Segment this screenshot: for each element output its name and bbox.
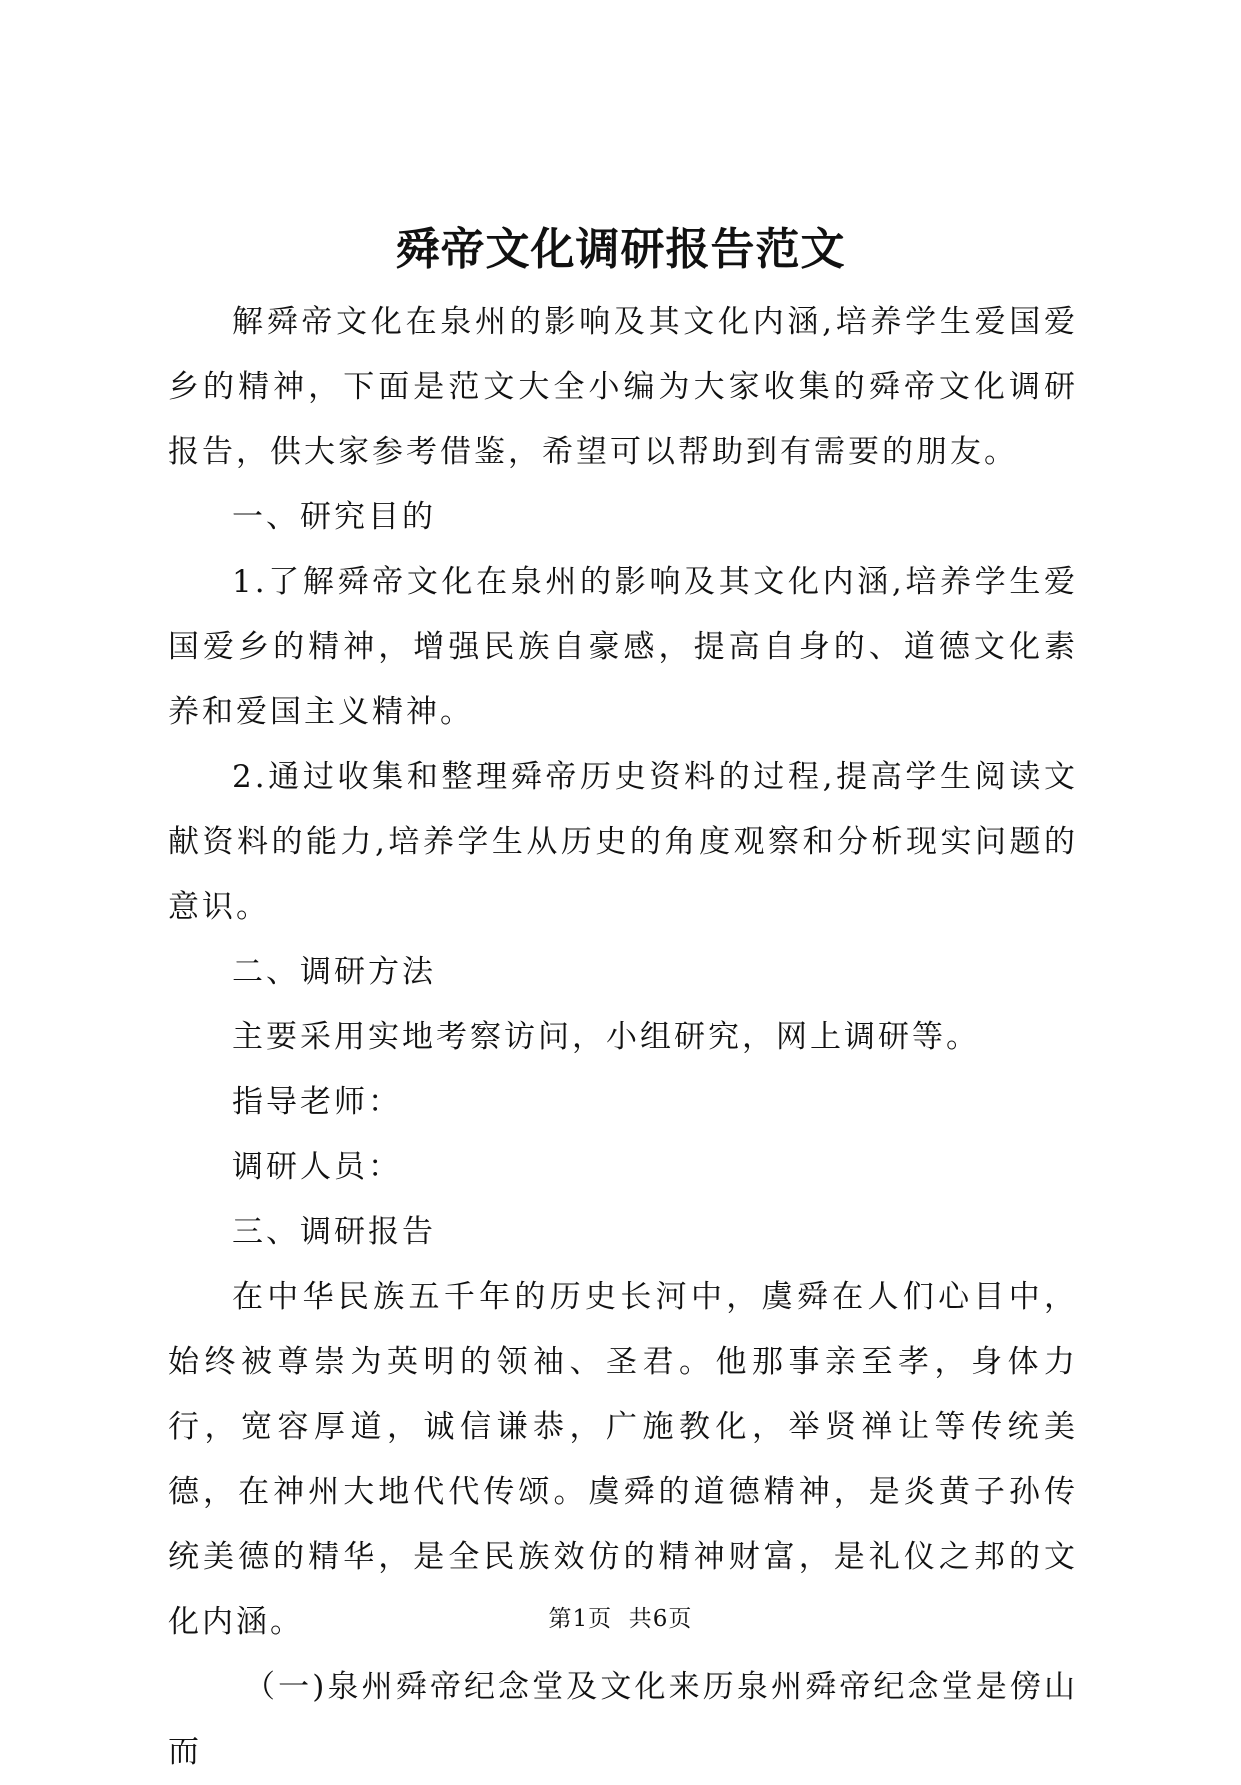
researchers-line: 调研人员： (232, 1149, 402, 1185)
document-body (168, 290, 1078, 1785)
subsection-paragraph: （一)泉州舜帝纪念堂及文化来历泉州舜帝纪念堂是傍山而 (168, 1669, 1078, 1770)
advisor-line: 指导老师： (232, 1084, 402, 1120)
section-heading-method: 二、调研方法 (232, 954, 436, 990)
section-heading-purpose: 一、研究目的 (232, 499, 436, 535)
page-footer (0, 1604, 1241, 1634)
purpose-item-1: 1.了解舜帝文化在泉州的影响及其文化内涵,培养学生爱国爱乡的精神，增强民族自豪感，提高自身的、道德文化素养和爱国主义精神。 (168, 564, 1078, 730)
purpose-item-2: 2.通过收集和整理舜帝历史资料的过程,提高学生阅读文献资料的能力,培养学生从历史的角度观察和分析现实问题的意识。 (168, 759, 1078, 925)
method-paragraph: 主要采用实地考察访问，小组研究，网上调研等。 (232, 1019, 980, 1055)
intro-paragraph: 解舜帝文化在泉州的影响及其文化内涵,培养学生爱国爱乡的精神，下面是范文大全小编为大家收集的舜帝文化调研报告，供大家参考借鉴，希望可以帮助到有需要的朋友。 (168, 304, 1078, 470)
report-paragraph: 在中华民族五千年的历史长河中，虞舜在人们心目中，始终被尊崇为英明的领袖、圣君。他那事亲至孝，身体力行，宽容厚道，诚信谦恭，广施教化，举贤禅让等传统美德，在神州大地代代传颂。虞舜的道德精神，是炎黄子孙传统美德的精华，是全民族效仿的精神财富，是礼仪之邦的文化内涵。 (168, 1279, 1078, 1640)
document-title: 舜帝文化调研报告范文 (395, 224, 846, 275)
page-number-label: 第1页 共6页 (548, 1606, 693, 1632)
section-heading-report: 三、调研报告 (232, 1214, 436, 1250)
